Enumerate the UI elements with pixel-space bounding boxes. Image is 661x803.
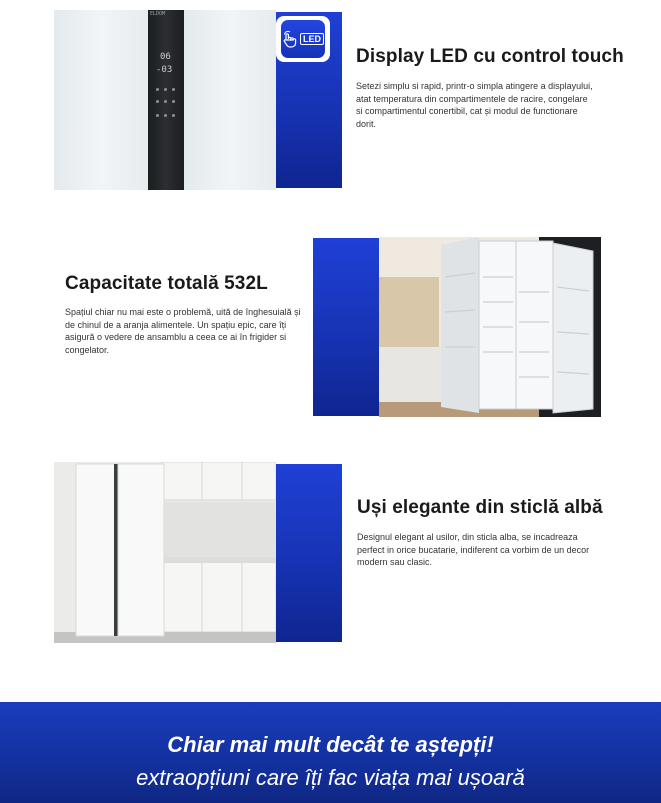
led-badge-label: LED bbox=[300, 33, 324, 45]
feature-description: Spațiul chiar nu mai este o problemă, uită de înghesuială și de chinul de a aranja alimentele. Un spațiu epic, care îți asigură o vedere de ansamblu a ceea ce ai în frigider si congelator. bbox=[65, 307, 301, 355]
feature-description: Designul elegant al usilor, din sticla alba, se incadreaza perfect in orice bucatarie, indiferent ca vorbim de un decor modern sau clasic. bbox=[357, 532, 590, 568]
display-temp-bottom: -03 bbox=[156, 65, 173, 75]
feature-title: Display LED cu control touch bbox=[356, 46, 624, 67]
touch-key bbox=[164, 114, 167, 117]
touch-key bbox=[156, 100, 159, 103]
banner-headline: Chiar mai mult decât te aștepți! bbox=[167, 732, 494, 757]
touch-key bbox=[164, 88, 167, 91]
touch-key bbox=[172, 114, 175, 117]
promo-banner bbox=[0, 702, 661, 803]
feature-title: Uși elegante din sticlă albă bbox=[357, 497, 603, 518]
feature-description: Setezi simplu si rapid, printr-o simpla atingere a displayului, atat temperatura din compartimentele de racire, congelare si compartimentul conertibil, cat și modul de functionare dorit. bbox=[356, 81, 593, 129]
accent-block bbox=[276, 464, 342, 642]
kitchen-illustration bbox=[54, 462, 276, 643]
touch-hand-icon bbox=[282, 30, 298, 48]
touch-key bbox=[164, 100, 167, 103]
open-fridge-photo bbox=[379, 237, 601, 417]
display-temp-top: 06 bbox=[160, 52, 171, 62]
banner-subheadline: extraopțiuni care îți fac viața mai ușoară bbox=[136, 765, 525, 790]
touch-key bbox=[156, 114, 159, 117]
feature-title: Capacitate totală 532L bbox=[65, 273, 268, 294]
brand-mark: ELDOM bbox=[150, 11, 166, 17]
touch-key bbox=[172, 100, 175, 103]
fridge-door-left bbox=[54, 10, 148, 190]
fridge-display-photo bbox=[54, 10, 276, 190]
accent-block bbox=[313, 238, 383, 416]
touch-key bbox=[172, 88, 175, 91]
control-panel-strip bbox=[148, 10, 184, 190]
touch-key bbox=[156, 88, 159, 91]
fridge-door-right bbox=[184, 10, 276, 190]
accent-block bbox=[276, 12, 342, 188]
open-fridge-illustration bbox=[379, 237, 601, 417]
white-glass-fridge-photo bbox=[54, 462, 276, 643]
led-touch-badge bbox=[276, 16, 330, 62]
led-badge-inner bbox=[281, 20, 325, 58]
